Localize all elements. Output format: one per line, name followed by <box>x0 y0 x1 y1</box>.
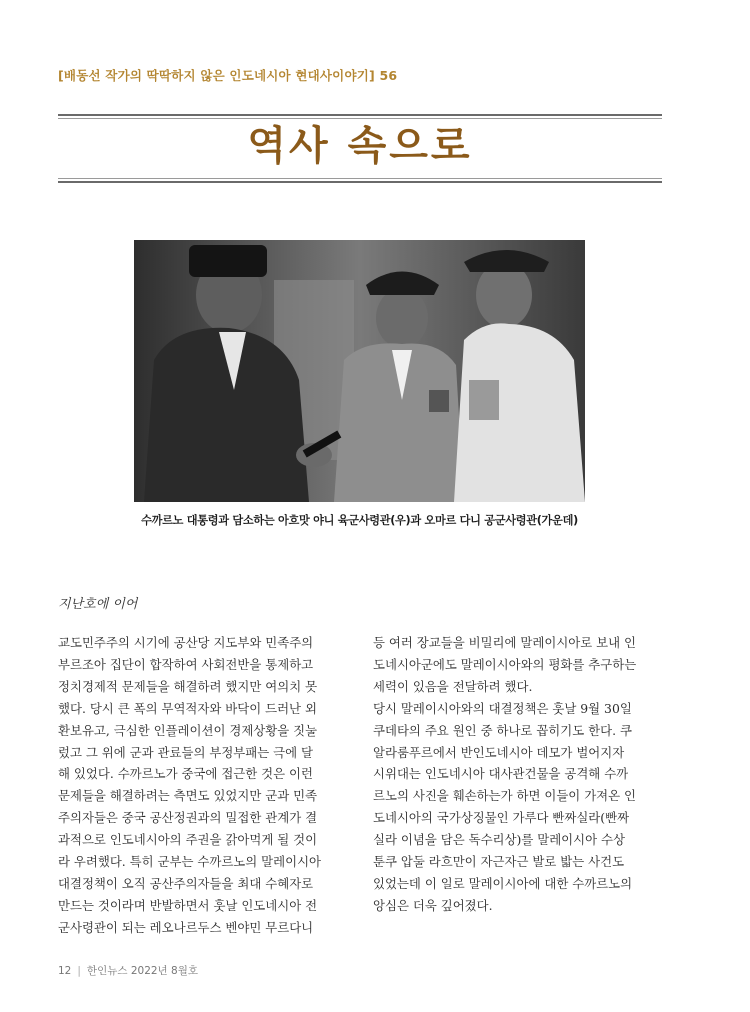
photo-caption: 수까르노 대통령과 담소하는 아흐맛 야니 육군사령관(우)과 오마르 다니 공군사령관(가운데) <box>141 514 578 527</box>
body-text-left: 교도민주주의 시기에 공산당 지도부와 민족주의 부르조아 집단이 합작하여 사회전반을 통제하고 정치경제적 문제들을 해결하려 했지만 여의치 못 했다. 당시 큰 폭의 무역적자와 바닥이 드러난 외 환보유고, 극심한 인플레이션이 경제상황을 짓눌 렀고 그 위에 군과 관료들의 부정부패는 극에 달 해 있었다. 수까르노가 중국에 접근한 것은 이런 문제들을 해결하려는 측면도 있었지만 군과 민족 주의자들은 중국 공산정권과의 밀접한 관계가 결 과적으로 인도네시아의 주권을 갉아먹게 될 것이 라 우려했다. 특히 군부는 수까르노의 말레이시아 대결정책이 오직 공산주의자들을 최대 수혜자로 만드는 것이라며 반발하면서 훗날 인도네시아 전 군사령관이 되는 레오나르두스 벤야민 무르다니 <box>58 635 322 935</box>
title-bottom-rule <box>58 181 662 183</box>
continued-note: 지난호에 이어 <box>58 597 138 612</box>
series-heading: [배동선 작가의 딱딱하지 않은 인도네시아 현대사이야기] 56 <box>58 68 398 83</box>
title-top-rule <box>58 114 662 116</box>
page-footer <box>58 963 198 978</box>
page-number: 12 <box>58 965 72 977</box>
body-text-right: 등 여러 장교들을 비밀리에 말레이시아로 보내 인 도네시아군에도 말레이시아와의 평화를 추구하는 세력이 있음을 전달하려 했다. 당시 말레이시아와의 대결정책은 훗날 9월 30일 쿠데타의 주요 원인 중 하나로 꼽히기도 한다. 쿠 알라룸푸르에서 반인도네시아 데모가 벌어지자 시위대는 인도네시아 대사관건물을 공격해 수까 르노의 사진을 훼손하는가 하면 이들이 가져온 인 도네시아의 국가상징물인 가루다 빤짜실라(빤짜 실라 이념을 담은 독수리상)를 말레이시아 수상 툰쿠 압둘 라흐만이 자근자근 발로 밟는 사건도 있었는데 이 일로 말레이시아에 대한 수까르노의 앙심은 더욱 깊어졌다. <box>373 635 637 913</box>
body-column-left <box>58 632 346 939</box>
article-title: 역사 속으로 <box>247 123 473 169</box>
title-bottom-rule-thin <box>58 178 662 179</box>
historical-photo <box>134 240 585 502</box>
publication-name: 한인뉴스 2022년 8월호 <box>86 965 198 977</box>
footer-separator: | <box>77 965 81 977</box>
body-column-right <box>373 632 663 917</box>
